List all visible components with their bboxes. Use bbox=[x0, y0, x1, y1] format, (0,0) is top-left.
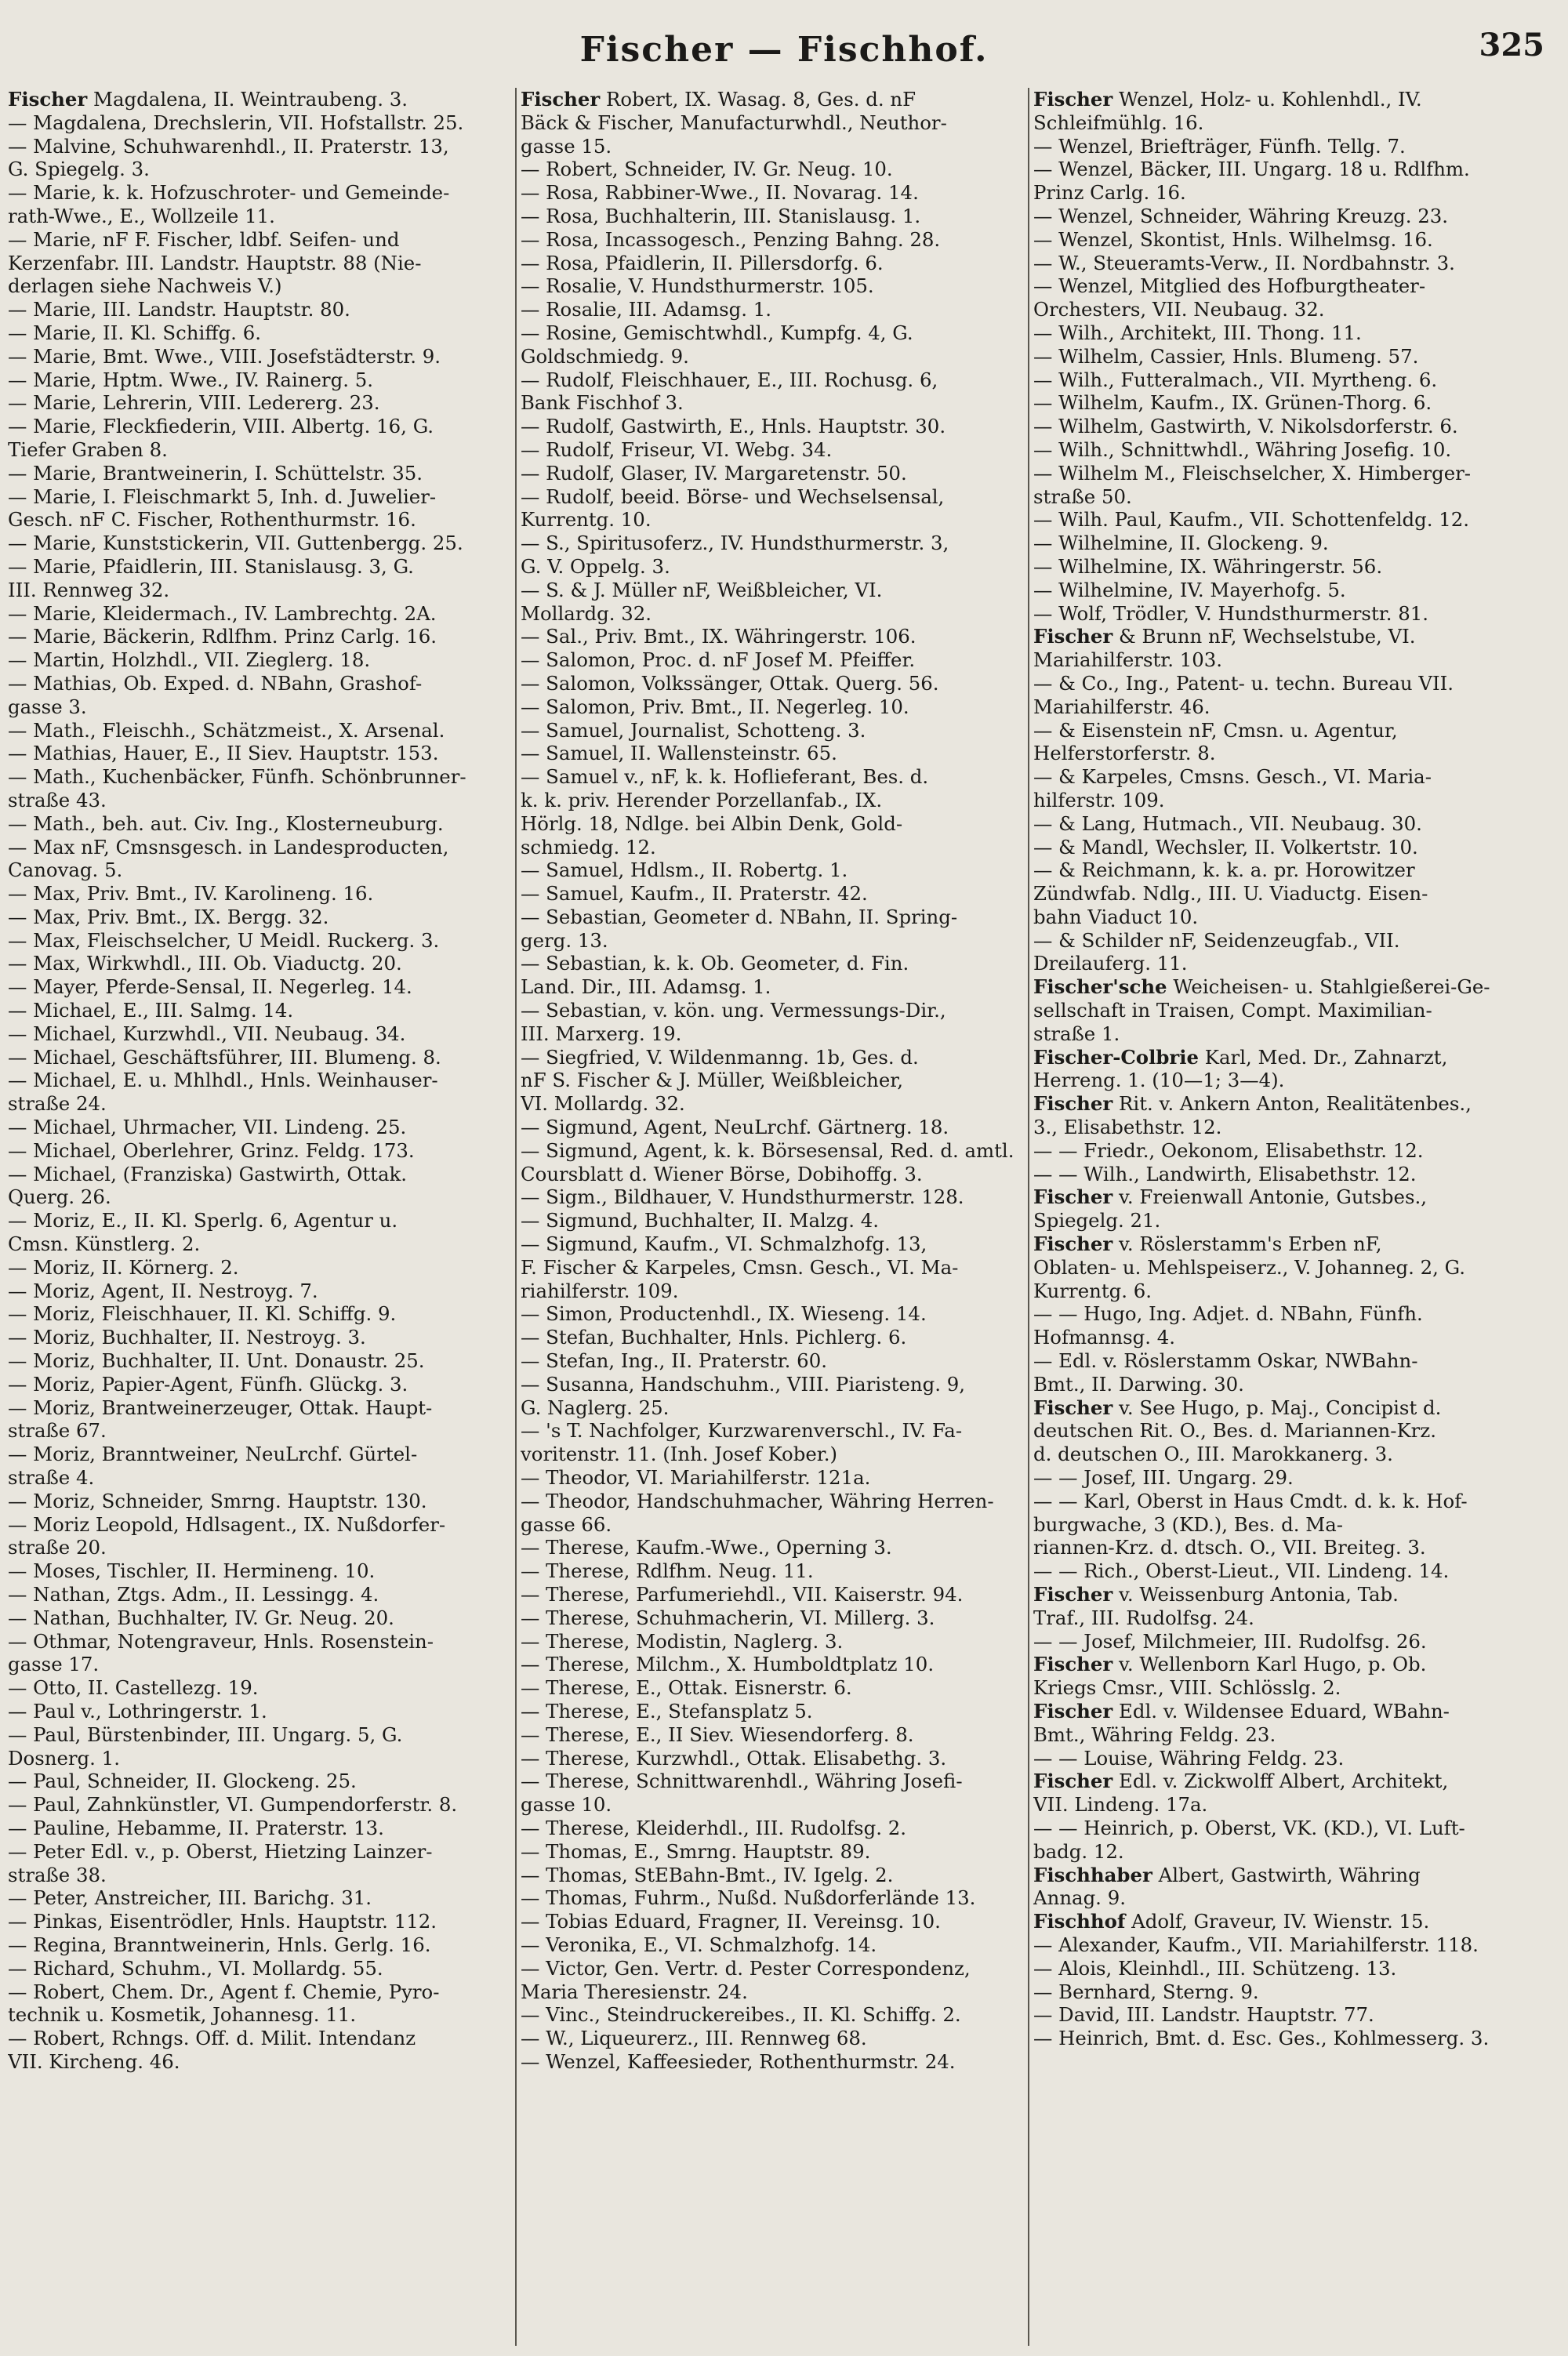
directory-entry-line: — Rudolf, beeid. Börse- und Wechselsensal, bbox=[521, 485, 945, 508]
directory-entry-line: — Therese, Rdlfhm. Neug. 11. bbox=[521, 1559, 814, 1583]
directory-entry-line: — Marie, Fleckfiederin, VIII. Albertg. 16, G. bbox=[8, 415, 434, 438]
directory-entry-line: — & Eisenstein nF, Cmsn. u. Agentur, bbox=[1033, 718, 1398, 742]
directory-entry-line: Tiefer Graben 8. bbox=[8, 437, 168, 461]
directory-entry-line: — Theodor, VI. Mariahilferstr. 121a. bbox=[521, 1466, 871, 1490]
directory-entry-line: Fischer v. Weissenburg Antonia, Tab. bbox=[1033, 1583, 1399, 1606]
directory-entry-line: — Rosalie, V. Hundsthurmerstr. 105. bbox=[521, 274, 874, 298]
directory-entry-line: — Mathias, Hauer, E., II Siev. Hauptstr. 153. bbox=[8, 742, 439, 765]
directory-entry-line: Coursblatt d. Wiener Börse, Dobihoffg. 3. bbox=[521, 1162, 923, 1185]
directory-entry-line: — Therese, Kleiderhdl., III. Rudolfsg. 2. bbox=[521, 1816, 906, 1839]
directory-entry-line: riahilferstr. 109. bbox=[521, 1279, 679, 1302]
directory-entry-line: Hofmannsg. 4. bbox=[1033, 1326, 1175, 1349]
directory-entry-line: gasse 66. bbox=[521, 1512, 612, 1536]
directory-entry-line: — Malvine, Schuhwarenhdl., II. Praterstr. 13, bbox=[8, 134, 449, 158]
directory-entry-line: — W., Steueramts-Verw., II. Nordbahnstr. 3. bbox=[1033, 251, 1455, 274]
directory-entry-line: — Wilh., Futteralmach., VII. Myrtheng. 6. bbox=[1033, 368, 1438, 391]
directory-entry-line: Kurrentg. 10. bbox=[521, 508, 652, 532]
directory-entry-line: Prinz Carlg. 16. bbox=[1033, 181, 1186, 205]
directory-entry-line: — Marie, Lehrerin, VIII. Ledererg. 23. bbox=[8, 391, 380, 415]
directory-entry-line: Kriegs Cmsr., VIII. Schlösslg. 2. bbox=[1033, 1676, 1341, 1700]
directory-entry-line: — Moriz Leopold, Hdlsagent., IX. Nußdorfer- bbox=[8, 1512, 446, 1536]
directory-entry-line: — Theodor, Handschuhmacher, Währing Herren- bbox=[521, 1489, 994, 1512]
directory-entry-line: — Thomas, E., Smrng. Hauptstr. 89. bbox=[521, 1839, 871, 1863]
directory-entry-line: Fischer'sche Weicheisen- u. Stahlgießerei-Ge- bbox=[1033, 975, 1490, 999]
directory-entry-line: riannen-Krz. d. dtsch. O., VII. Breiteg. 3. bbox=[1033, 1536, 1426, 1559]
directory-entry-line: — — Wilh., Landwirth, Elisabethstr. 12. bbox=[1033, 1162, 1417, 1185]
entry-surname: Fischer bbox=[1033, 1092, 1113, 1116]
directory-entry-line: Bäck & Fischer, Manufacturwhdl., Neuthor- bbox=[521, 111, 947, 134]
directory-entry-line: — Wenzel, Briefträger, Fünfh. Tellg. 7. bbox=[1033, 134, 1406, 158]
directory-entry-line: — Alexander, Kaufm., VII. Mariahilferstr. 118. bbox=[1033, 1933, 1479, 1956]
entry-surname: Fischer bbox=[1033, 88, 1113, 111]
directory-entry-line: — Max, Priv. Bmt., IV. Karolineng. 16. bbox=[8, 882, 374, 906]
column-divider bbox=[515, 88, 517, 2346]
directory-entry-line: Fischer Robert, IX. Wasag. 8, Ges. d. nF bbox=[521, 88, 916, 111]
directory-entry-line: — Rosa, Pfaidlerin, II. Pillersdorfg. 6. bbox=[521, 251, 884, 274]
directory-entry-line: — Marie, Kleidermach., IV. Lambrechtg. 2A. bbox=[8, 601, 437, 625]
directory-entry-line: voritenstr. 11. (Inh. Josef Kober.) bbox=[521, 1443, 838, 1466]
directory-entry-line: — Salomon, Proc. d. nF Josef M. Pfeiffer. bbox=[521, 648, 916, 672]
directory-entry-line: — — Josef, III. Ungarg. 29. bbox=[1033, 1466, 1294, 1490]
directory-entry-line: Bank Fischhof 3. bbox=[521, 391, 684, 415]
directory-entry-line: Fischer Edl. v. Zickwolff Albert, Architekt, bbox=[1033, 1770, 1449, 1793]
directory-entry-line: — Moriz, E., II. Kl. Sperlg. 6, Agentur u. bbox=[8, 1209, 398, 1232]
directory-entry-line: — Robert, Schneider, IV. Gr. Neug. 10. bbox=[521, 158, 893, 181]
directory-entry-line: — Paul, Schneider, II. Glockeng. 25. bbox=[8, 1770, 357, 1793]
directory-entry-line: — Robert, Chem. Dr., Agent f. Chemie, Pyro- bbox=[8, 1980, 440, 2003]
directory-entry-line: — Therese, Kurzwhdl., Ottak. Elisabethg. 3. bbox=[521, 1746, 947, 1770]
directory-entry-line: — Samuel, Hdlsm., II. Robertg. 1. bbox=[521, 859, 848, 882]
directory-entry-line: hilferstr. 109. bbox=[1033, 788, 1165, 811]
directory-entry-line: — Marie, Kunststickerin, VII. Guttenbergg. 25. bbox=[8, 532, 463, 555]
directory-entry-line: — Edl. v. Röslerstamm Oskar, NWBahn- bbox=[1033, 1349, 1418, 1373]
directory-entry-line: — Rosalie, III. Adamsg. 1. bbox=[521, 298, 772, 321]
directory-entry-line: — Wenzel, Mitglied des Hofburgtheater- bbox=[1033, 274, 1426, 298]
directory-entry-line: — Moriz, Brantweinerzeuger, Ottak. Haupt- bbox=[8, 1396, 433, 1419]
directory-entry-line: — Moriz, Fleischhauer, II. Kl. Schiffg. 9. bbox=[8, 1302, 397, 1326]
directory-entry-line: — & Lang, Hutmach., VII. Neubaug. 30. bbox=[1033, 811, 1422, 835]
directory-entry-line: Fischer-Colbrie Karl, Med. Dr., Zahnarzt, bbox=[1033, 1045, 1448, 1069]
directory-entry-line: — Samuel, Journalist, Schotteng. 3. bbox=[521, 718, 866, 742]
directory-entry-line: — Math., beh. aut. Civ. Ing., Klosterneuburg. bbox=[8, 811, 444, 835]
directory-entry-line: — Martin, Holzhdl., VII. Zieglerg. 18. bbox=[8, 648, 371, 672]
directory-entry-line: bahn Viaduct 10. bbox=[1033, 905, 1199, 928]
directory-entry-line: — Max nF, Cmsnsgesch. in Landesproducten, bbox=[8, 835, 449, 859]
directory-entry-line: — — Friedr., Oekonom, Elisabethstr. 12. bbox=[1033, 1138, 1424, 1162]
directory-entry-line: — — Karl, Oberst in Haus Cmdt. d. k. k. Hof- bbox=[1033, 1489, 1468, 1512]
directory-entry-line: — Wenzel, Kaffeesieder, Rothenthurmstr. 24. bbox=[521, 2049, 956, 2073]
directory-entry-line: Gesch. nF C. Fischer, Rothenthurmstr. 16. bbox=[8, 508, 416, 532]
directory-entry-line: — Pinkas, Eisentrödler, Hnls. Hauptstr. 112. bbox=[8, 1910, 437, 1933]
directory-entry-line: — Rosa, Incassogesch., Penzing Bahng. 28. bbox=[521, 227, 941, 251]
column-right bbox=[1033, 88, 1535, 2050]
directory-entry-line: — S. & J. Müller nF, Weißbleicher, VI. bbox=[521, 578, 883, 601]
directory-entry-line: Spiegelg. 21. bbox=[1033, 1209, 1161, 1232]
entry-surname: Fischer bbox=[1033, 1185, 1113, 1209]
directory-entry-line: Bmt., Währing Feldg. 23. bbox=[1033, 1723, 1276, 1746]
directory-entry-line: gasse 17. bbox=[8, 1653, 100, 1676]
directory-entry-line: — Sebastian, k. k. Ob. Geometer, d. Fin. bbox=[521, 952, 909, 975]
directory-entry-line: — Rudolf, Glaser, IV. Margaretenstr. 50. bbox=[521, 461, 907, 485]
directory-entry-line: straße 43. bbox=[8, 788, 107, 811]
directory-entry-line: — Moriz, Schneider, Smrng. Hauptstr. 130. bbox=[8, 1489, 427, 1512]
directory-entry-line: schmiedg. 12. bbox=[521, 835, 656, 859]
directory-entry-line: F. Fischer & Karpeles, Cmsn. Gesch., VI. Ma- bbox=[521, 1255, 959, 1279]
directory-entry-line: — 's T. Nachfolger, Kurzwarenverschl., IV. Fa- bbox=[521, 1419, 963, 1443]
directory-entry-line: — Wilh., Schnittwhdl., Währing Josefig. 10. bbox=[1033, 437, 1452, 461]
directory-entry-line: Fischer & Brunn nF, Wechselstube, VI. bbox=[1033, 625, 1416, 648]
directory-entry-line: III. Rennweg 32. bbox=[8, 578, 170, 601]
directory-entry-line: 3., Elisabethstr. 12. bbox=[1033, 1116, 1222, 1139]
directory-entry-line: straße 50. bbox=[1033, 485, 1132, 508]
directory-entry-line: — & Co., Ing., Patent- u. techn. Bureau VII. bbox=[1033, 671, 1454, 695]
directory-entry-line: — Therese, Parfumeriehdl., VII. Kaiserstr. 94. bbox=[521, 1583, 964, 1606]
directory-entry-line: — Math., Kuchenbäcker, Fünfh. Schönbrunner- bbox=[8, 765, 466, 789]
directory-entry-line: — Salomon, Priv. Bmt., II. Negerleg. 10. bbox=[521, 695, 909, 718]
directory-entry-line: d. deutschen O., III. Marokkanerg. 3. bbox=[1033, 1443, 1393, 1466]
directory-entry-line: — Stefan, Ing., II. Praterstr. 60. bbox=[521, 1349, 827, 1373]
directory-entry-line: — Marie, Bäckerin, Rdlfhm. Prinz Carlg. 16. bbox=[8, 625, 437, 648]
entry-surname: Fischer bbox=[1033, 1770, 1113, 1793]
directory-entry-line: — Michael, E., III. Salmg. 14. bbox=[8, 999, 294, 1022]
directory-entry-line: — Sebastian, Geometer d. NBahn, II. Spring- bbox=[521, 905, 958, 928]
directory-entry-line: Annag. 9. bbox=[1033, 1886, 1126, 1910]
directory-entry-line: — Rosa, Rabbiner-Wwe., II. Novarag. 14. bbox=[521, 181, 919, 205]
directory-entry-line: — Othmar, Notengraveur, Hnls. Rosenstein- bbox=[8, 1629, 434, 1653]
directory-entry-line: Fischer v. Röslerstamm's Erben nF, bbox=[1033, 1232, 1382, 1256]
directory-entry-line: — Wilhelmine, IV. Mayerhofg. 5. bbox=[1033, 578, 1346, 601]
directory-entry-line: Kerzenfabr. III. Landstr. Hauptstr. 88 (Nie- bbox=[8, 251, 422, 274]
directory-entry-line: — Max, Fleischselcher, U Meidl. Ruckerg. 3. bbox=[8, 928, 440, 952]
directory-entry-line: Fischhof Adolf, Graveur, IV. Wienstr. 15. bbox=[1033, 1910, 1430, 1933]
directory-entry-line: Hörlg. 18, Ndlge. bei Albin Denk, Gold- bbox=[521, 811, 903, 835]
entry-surname: Fischer bbox=[521, 88, 601, 111]
directory-entry-line: — Wilhelmine, IX. Währingerstr. 56. bbox=[1033, 554, 1383, 578]
directory-entry-line: — Therese, E., Ottak. Eisnerstr. 6. bbox=[521, 1676, 852, 1700]
directory-entry-line: technik u. Kosmetik, Johannesg. 11. bbox=[8, 2003, 357, 2027]
directory-entry-line: Land. Dir., III. Adamsg. 1. bbox=[521, 975, 771, 999]
directory-entry-line: nF S. Fischer & J. Müller, Weißbleicher, bbox=[521, 1069, 904, 1092]
directory-entry-line: VII. Kircheng. 46. bbox=[8, 2049, 180, 2073]
directory-entry-line: Fischhaber Albert, Gastwirth, Währing bbox=[1033, 1863, 1421, 1886]
directory-entry-line: Mollardg. 32. bbox=[521, 601, 652, 625]
directory-entry-line: — Sigmund, Agent, k. k. Börsesensal, Red. d. amtl. bbox=[521, 1138, 1014, 1162]
directory-entry-line: — Thomas, Fuhrm., Nußd. Nußdorferlände 13. bbox=[521, 1886, 976, 1910]
directory-entry-line: Maria Theresienstr. 24. bbox=[521, 1980, 748, 2003]
entry-surname: Fischer bbox=[8, 88, 88, 111]
directory-entry-line: — Pauline, Hebamme, II. Praterstr. 13. bbox=[8, 1816, 384, 1839]
directory-entry-line: gasse 10. bbox=[521, 1793, 612, 1817]
page-header bbox=[0, 0, 1568, 86]
directory-entry-line: — — Hugo, Ing. Adjet. d. NBahn, Fünfh. bbox=[1033, 1302, 1423, 1326]
directory-entry-line: badg. 12. bbox=[1033, 1839, 1124, 1863]
directory-entry-line: — Math., Fleischh., Schätzmeist., X. Arsenal. bbox=[8, 718, 445, 742]
directory-entry-line: — Stefan, Buchhalter, Hnls. Pichlerg. 6. bbox=[521, 1326, 907, 1349]
directory-entry-line: — Wilhelm M., Fleischselcher, X. Himberger- bbox=[1033, 461, 1472, 485]
directory-entry-line: Herreng. 1. (10—1; 3—4). bbox=[1033, 1069, 1285, 1092]
entry-surname: Fischer bbox=[1033, 1396, 1113, 1419]
directory-entry-line: — Tobias Eduard, Fragner, II. Vereinsg. 10. bbox=[521, 1910, 941, 1933]
directory-entry-line: — Wilhelm, Cassier, Hnls. Blumeng. 57. bbox=[1033, 344, 1419, 368]
directory-entry-line: — Michael, Geschäftsführer, III. Blumeng. 8. bbox=[8, 1045, 441, 1069]
directory-entry-line: — Sigmund, Agent, NeuLrchf. Gärtnerg. 18. bbox=[521, 1116, 949, 1139]
directory-entry-line: — & Karpeles, Cmsns. Gesch., VI. Maria- bbox=[1033, 765, 1432, 789]
directory-entry-line: — Michael, (Franziska) Gastwirth, Ottak. bbox=[8, 1162, 408, 1185]
directory-entry-line: straße 38. bbox=[8, 1863, 107, 1886]
directory-entry-line: Fischer Wenzel, Holz- u. Kohlenhdl., IV. bbox=[1033, 88, 1422, 111]
directory-entry-line: — Therese, E., Stefansplatz 5. bbox=[521, 1699, 813, 1723]
directory-entry-line: — Therese, Modistin, Naglerg. 3. bbox=[521, 1629, 844, 1653]
directory-entry-line: — Marie, Hptm. Wwe., IV. Rainerg. 5. bbox=[8, 368, 373, 391]
directory-entry-line: Helferstorferstr. 8. bbox=[1033, 742, 1216, 765]
directory-entry-line: Fischer Edl. v. Wildensee Eduard, WBahn- bbox=[1033, 1699, 1450, 1723]
directory-entry-line: — Peter Edl. v., p. Oberst, Hietzing Lainzer- bbox=[8, 1839, 433, 1863]
directory-entry-line: — Simon, Productenhdl., IX. Wieseng. 14. bbox=[521, 1302, 927, 1326]
directory-entry-line: — Max, Priv. Bmt., IX. Bergg. 32. bbox=[8, 905, 329, 928]
directory-entry-line: — Heinrich, Bmt. d. Esc. Ges., Kohlmesserg. 3. bbox=[1033, 2027, 1490, 2050]
directory-entry-line: Fischer v. Freienwall Antonie, Gutsbes., bbox=[1033, 1185, 1427, 1209]
directory-entry-line: sellschaft in Traisen, Compt. Maximilian- bbox=[1033, 999, 1432, 1022]
directory-entry-line: — Moriz, Branntweiner, NeuLrchf. Gürtel- bbox=[8, 1443, 418, 1466]
directory-entry-line: straße 1. bbox=[1033, 1022, 1120, 1045]
entry-surname: Fischer bbox=[1033, 1699, 1113, 1723]
directory-entry-line: — Marie, II. Kl. Schiffg. 6. bbox=[8, 321, 261, 344]
directory-entry-line: — Wenzel, Skontist, Hnls. Wilhelmsg. 16. bbox=[1033, 227, 1433, 251]
directory-entry-line: — Moses, Tischler, II. Hermineng. 10. bbox=[8, 1559, 376, 1583]
directory-entry-line: — Michael, E. u. Mhlhdl., Hnls. Weinhauser- bbox=[8, 1069, 438, 1092]
directory-entry-line: — & Mandl, Wechsler, II. Volkertstr. 10. bbox=[1033, 835, 1418, 859]
directory-entry-line: — David, III. Landstr. Hauptstr. 77. bbox=[1033, 2003, 1374, 2027]
directory-entry-line: gasse 3. bbox=[8, 695, 87, 718]
directory-entry-line: Bmt., II. Darwing. 30. bbox=[1033, 1372, 1244, 1396]
directory-entry-line: straße 67. bbox=[8, 1419, 107, 1443]
directory-entry-line: — Veronika, E., VI. Schmalzhofg. 14. bbox=[521, 1933, 877, 1956]
directory-entry-line: Canovag. 5. bbox=[8, 859, 123, 882]
entry-surname: Fischer bbox=[1033, 1232, 1113, 1256]
directory-entry-line: — Max, Wirkwhdl., III. Ob. Viaductg. 20. bbox=[8, 952, 402, 975]
directory-entry-line: — Michael, Oberlehrer, Grinz. Feldg. 173. bbox=[8, 1138, 415, 1162]
directory-entry-line: — Paul, Bürstenbinder, III. Ungarg. 5, G. bbox=[8, 1723, 403, 1746]
directory-entry-line: — Robert, Rchngs. Off. d. Milit. Intendanz bbox=[8, 2027, 416, 2050]
directory-entry-line: — Sigmund, Buchhalter, II. Malzg. 4. bbox=[521, 1209, 880, 1232]
directory-entry-line: — Therese, Milchm., X. Humboldtplatz 10. bbox=[521, 1653, 935, 1676]
directory-entry-line: — Therese, Kaufm.-Wwe., Operning 3. bbox=[521, 1536, 892, 1559]
directory-entry-line: G. V. Oppelg. 3. bbox=[521, 554, 670, 578]
directory-entry-line: — Otto, II. Castellezg. 19. bbox=[8, 1676, 259, 1700]
directory-entry-line: — Rudolf, Friseur, VI. Webg. 34. bbox=[521, 437, 833, 461]
directory-entry-line: — — Josef, Milchmeier, III. Rudolfsg. 26. bbox=[1033, 1629, 1427, 1653]
directory-entry-line: — Sigm., Bildhauer, V. Hundsthurmerstr. 128. bbox=[521, 1185, 964, 1209]
directory-entry-line: VII. Lindeng. 17a. bbox=[1033, 1793, 1208, 1817]
directory-entry-line: burgwache, 3 (KD.), Bes. d. Ma- bbox=[1033, 1512, 1344, 1536]
directory-entry-line: — Bernhard, Sterng. 9. bbox=[1033, 1980, 1259, 2003]
directory-entry-line: straße 24. bbox=[8, 1092, 107, 1116]
directory-entry-line: Kurrentg. 6. bbox=[1033, 1279, 1152, 1302]
directory-entry-line: — Wilh. Paul, Kaufm., VII. Schottenfeldg. 12. bbox=[1033, 508, 1470, 532]
entry-surname: Fischhaber bbox=[1033, 1863, 1152, 1886]
directory-entry-line: — Peter, Anstreicher, III. Barichg. 31. bbox=[8, 1886, 372, 1910]
directory-entry-line: — Therese, Schuhmacherin, VI. Millerg. 3. bbox=[521, 1606, 935, 1629]
directory-entry-line: rath-Wwe., E., Wollzeile 11. bbox=[8, 204, 275, 227]
directory-entry-line: — Marie, nF F. Fischer, ldbf. Seifen- und bbox=[8, 227, 400, 251]
directory-entry-line: — Nathan, Buchhalter, IV. Gr. Neug. 20. bbox=[8, 1606, 394, 1629]
directory-entry-line: — Marie, Pfaidlerin, III. Stanislausg. 3, G. bbox=[8, 554, 414, 578]
directory-entry-line: — Rosa, Buchhalterin, III. Stanislausg. 1. bbox=[521, 204, 921, 227]
directory-entry-line: Fischer v. See Hugo, p. Maj., Concipist d. bbox=[1033, 1396, 1442, 1419]
directory-entry-line: — Wenzel, Schneider, Währing Kreuzg. 23. bbox=[1033, 204, 1449, 227]
directory-entry-line: — Marie, Brantweinerin, I. Schüttelstr. 35. bbox=[8, 461, 423, 485]
directory-entry-line: derlagen siehe Nachweis V.) bbox=[8, 274, 282, 298]
directory-entry-line: — Moriz, Agent, II. Nestroyg. 7. bbox=[8, 1279, 318, 1302]
directory-entry-line: — — Rich., Oberst-Lieut., VII. Lindeng. 14. bbox=[1033, 1559, 1450, 1583]
entry-surname: Fischer bbox=[1033, 1583, 1113, 1606]
directory-entry-line: — Marie, Bmt. Wwe., VIII. Josefstädterstr. 9. bbox=[8, 344, 441, 368]
directory-entry-line: — Thomas, StEBahn-Bmt., IV. Igelg. 2. bbox=[521, 1863, 894, 1886]
directory-entry-line: gasse 15. bbox=[521, 134, 612, 158]
directory-entry-line: — W., Liqueurerz., III. Rennweg 68. bbox=[521, 2027, 867, 2050]
directory-entry-line: Mariahilferstr. 46. bbox=[1033, 695, 1210, 718]
directory-entry-line: — S., Spiritusoferz., IV. Hundsthurmerstr. 3, bbox=[521, 532, 949, 555]
directory-entry-line: — Wilhelm, Kaufm., IX. Grünen-Thorg. 6. bbox=[1033, 391, 1432, 415]
directory-entry-line: — Moriz, Buchhalter, II. Nestroyg. 3. bbox=[8, 1326, 366, 1349]
directory-entry-line: Cmsn. Künstlerg. 2. bbox=[8, 1232, 201, 1256]
directory-entry-line: Dreilauferg. 11. bbox=[1033, 952, 1188, 975]
directory-entry-line: Orchesters, VII. Neubaug. 32. bbox=[1033, 298, 1325, 321]
column-left bbox=[8, 88, 510, 2074]
directory-entry-line: — Siegfried, V. Wildenmanng. 1b, Ges. d. bbox=[521, 1045, 919, 1069]
directory-entry-line: — Michael, Kurzwhdl., VII. Neubaug. 34. bbox=[8, 1022, 406, 1045]
directory-entry-line: — Sigmund, Kaufm., VI. Schmalzhofg. 13, bbox=[521, 1232, 927, 1256]
directory-entry-line: — Rosine, Gemischtwhdl., Kumpfg. 4, G. bbox=[521, 321, 913, 344]
page-title: Fischer — Fischhof. bbox=[579, 30, 989, 70]
directory-entry-line: — Paul, Zahnkünstler, VI. Gumpendorferstr. 8. bbox=[8, 1793, 458, 1817]
directory-entry-line: Traf., III. Rudolfsg. 24. bbox=[1033, 1606, 1254, 1629]
directory-entry-line: — Moriz, Buchhalter, II. Unt. Donaustr. 25. bbox=[8, 1349, 425, 1373]
column-middle bbox=[521, 88, 1022, 2074]
directory-entry-line: — Wolf, Trödler, V. Hundsthurmerstr. 81. bbox=[1033, 601, 1429, 625]
directory-entry-line: — Samuel v., nF, k. k. Hoflieferant, Bes. d. bbox=[521, 765, 929, 789]
directory-entry-line: — Wilhelmine, II. Glockeng. 9. bbox=[1033, 532, 1329, 555]
entry-surname: Fischer-Colbrie bbox=[1033, 1045, 1200, 1069]
directory-entry-line: — Marie, I. Fleischmarkt 5, Inh. d. Juwelier- bbox=[8, 485, 437, 508]
directory-entry-line: — Alois, Kleinhdl., III. Schützeng. 13. bbox=[1033, 1956, 1397, 1980]
directory-entry-line: — Wenzel, Bäcker, III. Ungarg. 18 u. Rdlfhm. bbox=[1033, 158, 1470, 181]
directory-entry-line: — Marie, k. k. Hofzuschroter- und Gemeinde- bbox=[8, 181, 450, 205]
directory-entry-line: — Therese, Schnittwarenhdl., Währing Josefi- bbox=[521, 1770, 963, 1793]
directory-entry-line: Goldschmiedg. 9. bbox=[521, 344, 689, 368]
directory-entry-line: — Moriz, II. Körnerg. 2. bbox=[8, 1255, 239, 1279]
directory-entry-line: Schleifmühlg. 16. bbox=[1033, 111, 1204, 134]
directory-entry-line: — Sebastian, v. kön. ung. Vermessungs-Dir., bbox=[521, 999, 946, 1022]
directory-entry-line: — Mayer, Pferde-Sensal, II. Negerleg. 14. bbox=[8, 975, 412, 999]
directory-entry-line: — Paul v., Lothringerstr. 1. bbox=[8, 1699, 267, 1723]
directory-entry-line: k. k. priv. Herender Porzellanfab., IX. bbox=[521, 788, 883, 811]
directory-entry-line: Querg. 26. bbox=[8, 1185, 111, 1209]
directory-entry-line: Mariahilferstr. 103. bbox=[1033, 648, 1223, 672]
directory-entry-line: III. Marxerg. 19. bbox=[521, 1022, 682, 1045]
directory-entry-line: Dosnerg. 1. bbox=[8, 1746, 120, 1770]
directory-entry-line: straße 20. bbox=[8, 1536, 107, 1559]
directory-entry-line: gerg. 13. bbox=[521, 928, 608, 952]
entry-surname: Fischer bbox=[1033, 625, 1113, 648]
directory-entry-line: — Rudolf, Gastwirth, E., Hnls. Hauptstr. 30. bbox=[521, 415, 946, 438]
directory-entry-line: straße 4. bbox=[8, 1466, 95, 1490]
directory-entry-line: — Regina, Branntweinerin, Hnls. Gerlg. 16. bbox=[8, 1933, 431, 1956]
directory-entry-line: — Marie, III. Landstr. Hauptstr. 80. bbox=[8, 298, 350, 321]
directory-entry-line: G. Naglerg. 25. bbox=[521, 1396, 670, 1419]
directory-entry-line: Fischer v. Wellenborn Karl Hugo, p. Ob. bbox=[1033, 1653, 1427, 1676]
directory-entry-line: Fischer Magdalena, II. Weintraubeng. 3. bbox=[8, 88, 408, 111]
directory-entry-line: VI. Mollardg. 32. bbox=[521, 1092, 685, 1116]
entry-surname: Fischer bbox=[1033, 1653, 1113, 1676]
directory-entry-line: — — Heinrich, p. Oberst, VK. (KD.), VI. Luft- bbox=[1033, 1816, 1465, 1839]
directory-entry-line: — Therese, E., II Siev. Wiesendorferg. 8. bbox=[521, 1723, 914, 1746]
directory-entry-line: — Samuel, II. Wallensteinstr. 65. bbox=[521, 742, 837, 765]
directory-entry-line: deutschen Rit. O., Bes. d. Mariannen-Krz. bbox=[1033, 1419, 1436, 1443]
directory-entry-line: — Sal., Priv. Bmt., IX. Währingerstr. 106. bbox=[521, 625, 916, 648]
directory-entry-line: — Wilhelm, Gastwirth, V. Nikolsdorferstr. 6. bbox=[1033, 415, 1458, 438]
column-divider bbox=[1028, 88, 1029, 2346]
directory-entry-line: Fischer Rit. v. Ankern Anton, Realitätenbes., bbox=[1033, 1092, 1472, 1116]
directory-entry-line: — Richard, Schuhm., VI. Mollardg. 55. bbox=[8, 1956, 383, 1980]
directory-entry-line: — Magdalena, Drechslerin, VII. Hofstallstr. 25. bbox=[8, 111, 464, 134]
directory-entry-line: — & Reichmann, k. k. a. pr. Horowitzer bbox=[1033, 859, 1415, 882]
directory-entry-line: G. Spiegelg. 3. bbox=[8, 158, 150, 181]
directory-entry-line: — Samuel, Kaufm., II. Praterstr. 42. bbox=[521, 882, 868, 906]
directory-entry-line: — Michael, Uhrmacher, VII. Lindeng. 25. bbox=[8, 1116, 407, 1139]
directory-entry-line: — Mathias, Ob. Exped. d. NBahn, Grashof- bbox=[8, 671, 423, 695]
directory-entry-line: — Moriz, Papier-Agent, Fünfh. Glückg. 3. bbox=[8, 1372, 408, 1396]
directory-entry-line: — Rudolf, Fleischhauer, E., III. Rochusg. 6, bbox=[521, 368, 938, 391]
directory-entry-line: — — Louise, Währing Feldg. 23. bbox=[1033, 1746, 1345, 1770]
directory-entry-line: — Nathan, Ztgs. Adm., II. Lessingg. 4. bbox=[8, 1583, 379, 1606]
directory-entry-line: — Wilh., Architekt, III. Thong. 11. bbox=[1033, 321, 1362, 344]
directory-entry-line: Zündwfab. Ndlg., III. U. Viaductg. Eisen- bbox=[1033, 882, 1428, 906]
directory-entry-line: — Victor, Gen. Vertr. d. Pester Correspondenz, bbox=[521, 1956, 971, 1980]
page-number: 325 bbox=[1479, 27, 1544, 64]
entry-surname: Fischhof bbox=[1033, 1910, 1126, 1933]
directory-entry-line: — Vinc., Steindruckereibes., II. Kl. Schiffg. 2. bbox=[521, 2003, 961, 2027]
directory-entry-line: — & Schilder nF, Seidenzeugfab., VII. bbox=[1033, 928, 1400, 952]
directory-entry-line: — Salomon, Volkssänger, Ottak. Querg. 56. bbox=[521, 671, 939, 695]
directory-entry-line: — Susanna, Handschuhm., VIII. Piaristeng. 9, bbox=[521, 1372, 965, 1396]
entry-surname: Fischer'sche bbox=[1033, 975, 1167, 999]
directory-entry-line: Oblaten- u. Mehlspeiserz., V. Johanneg. 2, G. bbox=[1033, 1255, 1466, 1279]
